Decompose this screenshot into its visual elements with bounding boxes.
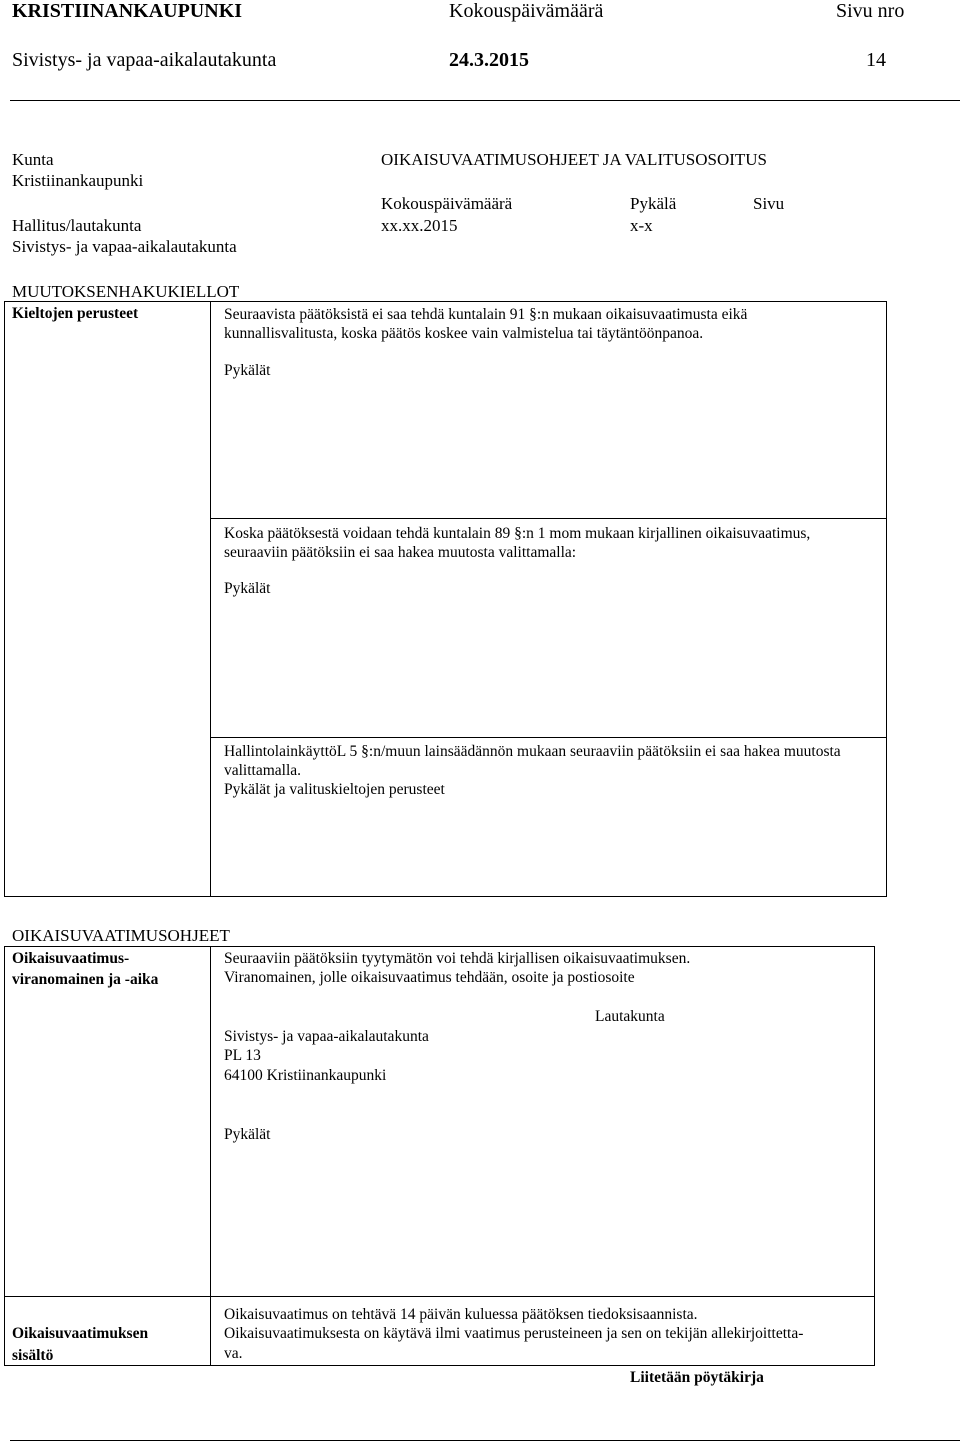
board-label: Hallitus/lautakunta [12, 216, 142, 235]
authority-label-line2: viranomainen ja -aika [12, 971, 159, 988]
address-name: Sivistys- ja vapaa-aikalautakunta [224, 1028, 429, 1045]
appeal-bans-table [4, 301, 887, 897]
appeal-bans-column-divider [210, 301, 211, 897]
footer-divider [10, 1440, 960, 1441]
header-divider [10, 100, 960, 101]
section-value: x-x [630, 216, 653, 235]
date-label: Kokouspäivämäärä [381, 194, 513, 213]
meeting-date-label: Kokouspäivämäärä [449, 0, 604, 22]
authority-label-line1: Oikaisuvaatimus- [12, 950, 130, 967]
content-text-1: Oikaisuvaatimus on tehtävä 14 päivän kuluessa päätöksen tiedoksisaannista. [224, 1306, 698, 1323]
page-number-label: Sivu nro [836, 0, 905, 22]
ban-paragraph-3: HallintolainkäyttöL 5 §:n/muun lainsäädännön mukaan seuraaviin päätöksiin ei saa hakea muutosta valittamalla. [224, 743, 841, 780]
ban-grounds-label: Kieltojen perusteet [12, 305, 139, 322]
municipality-value: Kristiinankaupunki [12, 171, 144, 190]
address-po-box: PL 13 [224, 1047, 261, 1064]
rectification-column-divider [210, 946, 211, 1366]
ban-sections-2: Pykälät [224, 580, 271, 597]
attached-note: Liitetään pöytäkirja [630, 1369, 764, 1386]
ban-sections-1: Pykälät [224, 362, 271, 379]
rectification-table [4, 946, 875, 1366]
page-number: 14 [866, 49, 886, 71]
content-text-2-continued: va. [224, 1345, 243, 1362]
authority-text-1: Seuraaviin päätöksiin tyytymätön voi tehdä kirjallisen oikaisuvaatimuksen. [224, 950, 691, 967]
org-name: KRISTIINANKAUPUNKI [12, 0, 243, 22]
board-name: Sivistys- ja vapaa-aikalautakunta [12, 49, 277, 71]
date-value: xx.xx.2015 [381, 216, 458, 235]
appeal-bans-row-divider-1 [210, 518, 887, 519]
rectification-sections: Pykälät [224, 1126, 271, 1143]
page-label: Sivu [753, 194, 785, 213]
appeal-bans-row-divider-2 [210, 737, 887, 738]
authority-text-2: Viranomainen, jolle oikaisuvaatimus tehdään, osoite ja postiosoite [224, 969, 635, 986]
content-text-2: Oikaisuvaatimuksesta on käytävä ilmi vaatimus perusteineen ja sen on tekijän allekirjoittetta- [224, 1325, 804, 1342]
meeting-date: 24.3.2015 [449, 49, 529, 71]
authority-type: Lautakunta [595, 1008, 665, 1025]
municipality-label: Kunta [12, 150, 54, 169]
ban-paragraph-2: Koska päätöksestä voidaan tehdä kuntalain 89 §:n 1 mom mukaan kirjallinen oikaisuvaatimus, seuraaviin päätöksiin ei saa hakea muutosta valittamalla: [224, 525, 811, 562]
rectification-row-divider [4, 1296, 875, 1297]
appeal-bans-heading: MUUTOKSENHAKUKIELLOT [12, 282, 240, 301]
address-city: 64100 Kristiinankaupunki [224, 1067, 387, 1084]
board-value: Sivistys- ja vapaa-aikalautakunta [12, 237, 237, 256]
section-label: Pykälä [630, 194, 677, 213]
document-title: OIKAISUVAATIMUSOHJEET JA VALITUSOSOITUS [381, 150, 768, 169]
rectification-heading: OIKAISUVAATIMUSOHJEET [12, 926, 230, 945]
ban-sections-3: Pykälät ja valituskieltojen perusteet [224, 781, 445, 798]
content-label-line2: sisältö [12, 1347, 54, 1364]
content-label-line1: Oikaisuvaatimuksen [12, 1325, 149, 1342]
ban-paragraph-1: Seuraavista päätöksistä ei saa tehdä kuntalain 91 §:n mukaan oikaisuvaatimusta eikä kunnallisvalitusta, koska päätös koskee vain valmistelua tai täytäntöönpanoa. [224, 306, 748, 343]
